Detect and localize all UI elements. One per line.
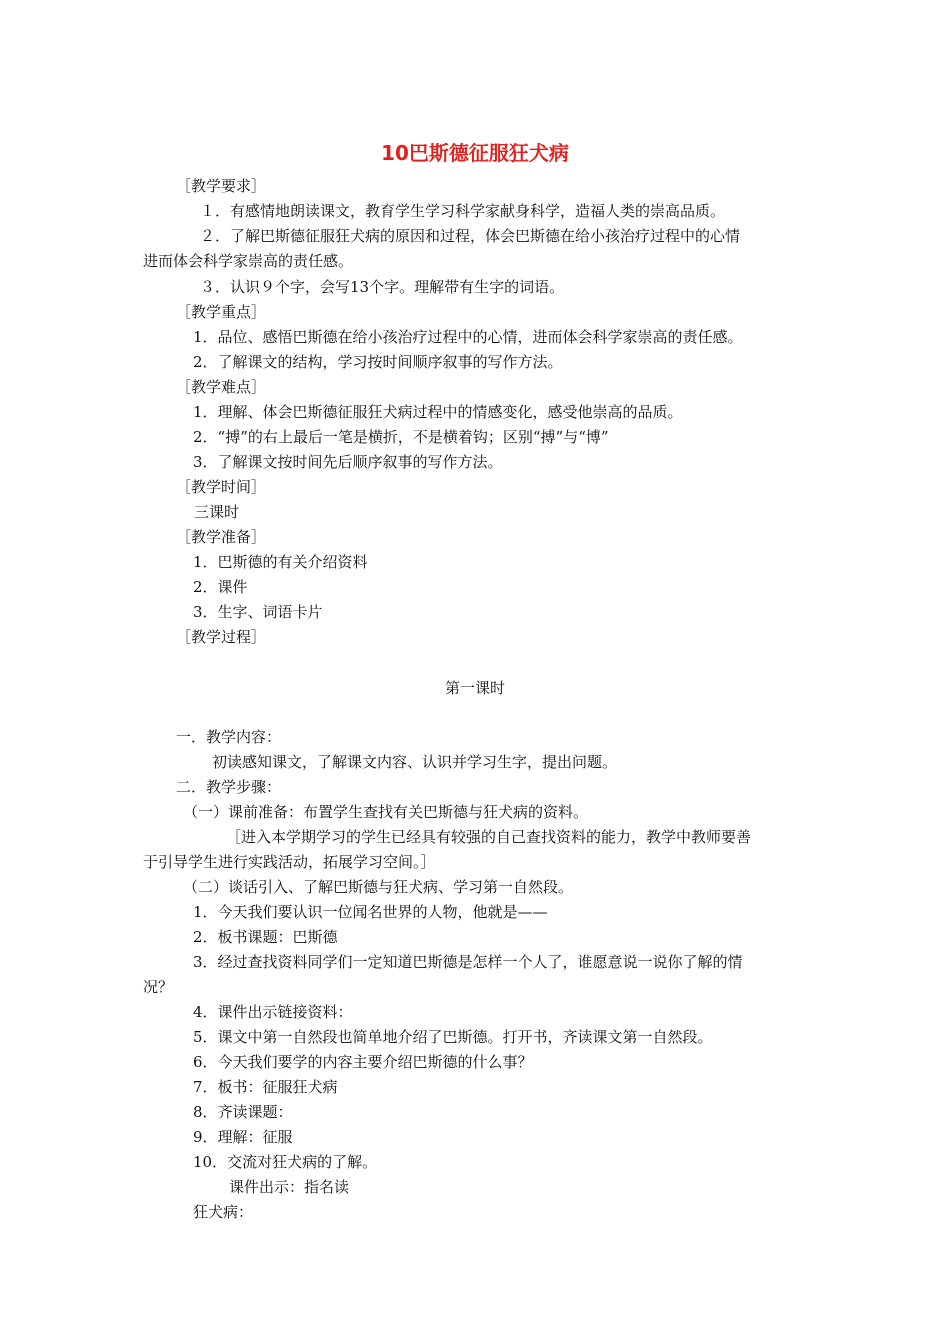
text-line: 1．品位、感悟巴斯德在给小孩治疗过程中的心情，进而体会科学家崇高的责任感。 (193, 328, 743, 346)
text-line: １．有感情地朗读课文，教育学生学习科学家献身科学，造福人类的崇高品质。 (200, 202, 726, 220)
text-line: 一．教学内容： (176, 728, 282, 746)
text-line: 2．了解课文的结构，学习按时间顺序叙事的写作方法。 (193, 353, 563, 371)
document-title: 10巴斯德征服狂犬病 (381, 141, 569, 165)
text-line: 9．理解：征服 (193, 1128, 293, 1146)
text-line: ３．认识９个字，会写13个字。理解带有生字的词语。 (200, 278, 565, 296)
text-line: 7．板书：征服狂犬病 (193, 1078, 338, 1096)
section-heading-preparation: ［教学准备］ (176, 528, 267, 546)
text-line: 5．课文中第一自然段也简单地介绍了巴斯德。打开书，齐读课文第一自然段。 (193, 1028, 713, 1046)
text-line: 二．教学步骤： (176, 778, 282, 796)
text-line: 4．课件出示链接资料： (193, 1003, 353, 1021)
text-line: 10．交流对狂犬病的了解。 (193, 1153, 378, 1171)
text-line: （一）课前准备：布置学生查找有关巴斯德与狂犬病的资料。 (183, 803, 589, 821)
text-line: 6．今天我们要学的内容主要介绍巴斯德的什么事？ (193, 1053, 533, 1071)
text-line: 2．板书课题：巴斯德 (193, 928, 338, 946)
text-line: 2．“搏”的右上最后一笔是横折，不是横着钩；区别“搏”与“博” (193, 428, 609, 446)
text-line: 1．巴斯德的有关介绍资料 (193, 553, 368, 571)
text-line: 2．课件 (193, 578, 248, 596)
section-heading-time: ［教学时间］ (176, 478, 267, 496)
text-line: 三课时 (194, 503, 240, 521)
text-line: 况？ (143, 978, 174, 996)
text-line: 初读感知课文，了解课文内容、认识并学习生字，提出问题。 (212, 753, 618, 771)
text-line: 于引导学生进行实践活动，拓展学习空间。］ (143, 853, 436, 871)
section-heading-process: ［教学过程］ (176, 628, 267, 646)
text-line: 进而体会科学家崇高的责任感。 (143, 252, 354, 270)
text-line: 8．齐读课题： (193, 1103, 293, 1121)
section-heading-key-points: ［教学重点］ (176, 303, 267, 321)
text-line: 3．生字、词语卡片 (193, 603, 323, 621)
text-line: （二）谈话引入、了解巴斯德与狂犬病、学习第一自然段。 (183, 878, 574, 896)
text-line: 3．了解课文按时间先后顺序叙事的写作方法。 (193, 453, 503, 471)
text-line: 课件出示：指名读 (229, 1178, 350, 1196)
text-line: 1．今天我们要认识一位闻名世界的人物，他就是—— (193, 903, 548, 921)
section-heading-requirements: ［教学要求］ (176, 177, 267, 195)
section-heading-difficulties: ［教学难点］ (176, 378, 267, 396)
text-line: ２．了解巴斯德征服狂犬病的原因和过程，体会巴斯德在给小孩治疗过程中的心情 (200, 227, 741, 245)
text-line: 3．经过查找资料同学们一定知道巴斯德是怎样一个人了，谁愿意说一说你了解的情 (193, 953, 743, 971)
text-line: 狂犬病： (193, 1203, 254, 1221)
lesson-heading: 第一课时 (444, 679, 505, 697)
text-line: ［进入本学期学习的学生已经具有较强的自己查找资料的能力，教学中教师要善 (226, 828, 752, 846)
text-line: 1．理解、体会巴斯德征服狂犬病过程中的情感变化，感受他崇高的品质。 (193, 403, 683, 421)
